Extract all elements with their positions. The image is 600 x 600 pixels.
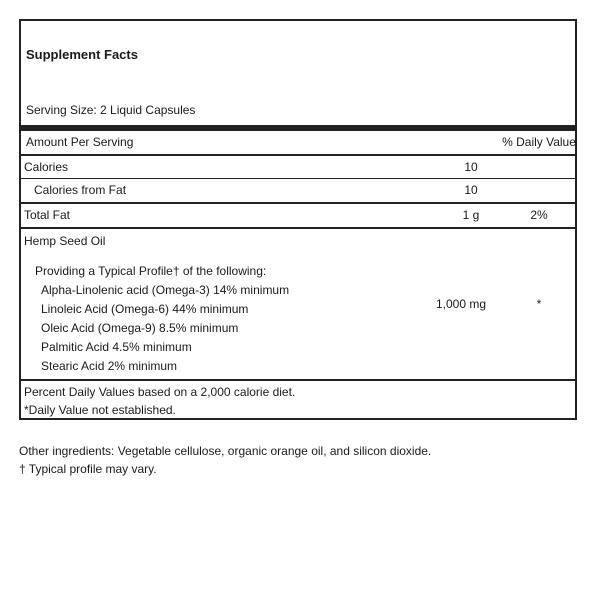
dagger-note: † Typical profile may vary. [19, 462, 157, 476]
oil-amount: 1,000 mg [435, 297, 487, 311]
footnote-dv: Percent Daily Values based on a 2,000 calorie diet. [24, 385, 296, 399]
row-divider [21, 227, 575, 229]
row-name: Calories [24, 160, 69, 174]
supplement-facts-panel [19, 19, 577, 420]
footnote-asterisk: *Daily Value not established. [24, 403, 176, 417]
row-dv: 2% [530, 208, 548, 222]
footnote-divider [21, 379, 575, 381]
list-item: Linoleic Acid (Omega-6) 44% minimum [41, 302, 249, 316]
oil-name: Hemp Seed Oil [24, 234, 106, 248]
list-item: Palmitic Acid 4.5% minimum [41, 340, 192, 354]
oil-dv: * [536, 297, 542, 311]
row-amount: 10 [464, 183, 478, 197]
header-divider [21, 154, 575, 156]
row-amount: 1 g [462, 208, 480, 222]
row-name: Total Fat [24, 208, 71, 222]
daily-value-header: % Daily Value [502, 135, 576, 149]
row-name: Calories from Fat [34, 183, 127, 197]
row-divider [21, 202, 575, 204]
list-item: Alpha-Linolenic acid (Omega-3) 14% minimum [41, 283, 290, 297]
panel-title: Supplement Facts [26, 47, 138, 62]
row-amount: 10 [464, 160, 478, 174]
thick-divider [21, 125, 575, 131]
row-divider [21, 178, 575, 179]
list-item: Stearic Acid 2% minimum [41, 359, 178, 373]
serving-size: Serving Size: 2 Liquid Capsules [26, 103, 196, 117]
other-ingredients: Other ingredients: Vegetable cellulose, organic orange oil, and silicon dioxide. [19, 444, 432, 458]
profile-intro: Providing a Typical Profile† of the following: [35, 264, 267, 278]
amount-per-serving-label: Amount Per Serving [26, 135, 134, 149]
list-item: Oleic Acid (Omega-9) 8.5% minimum [41, 321, 239, 335]
